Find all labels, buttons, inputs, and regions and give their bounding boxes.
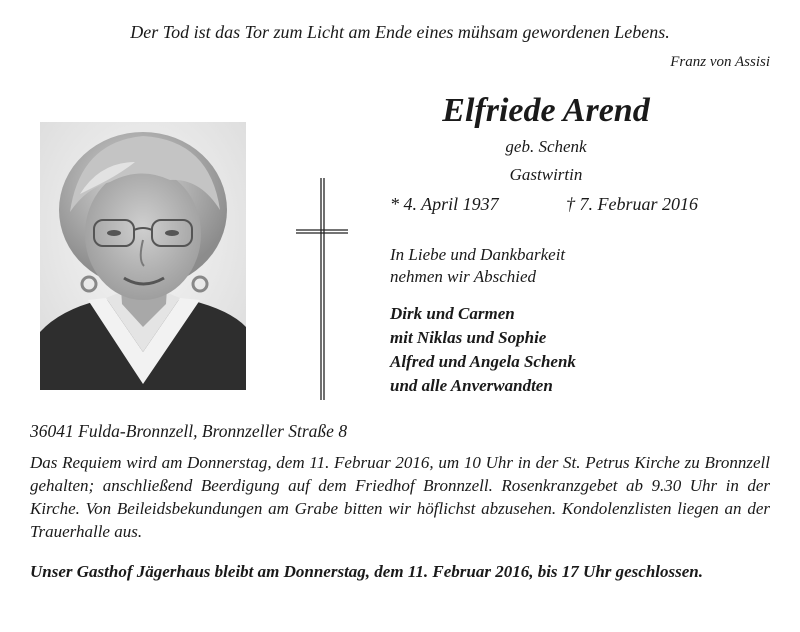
mourner-line: und alle Anverwandten <box>390 376 553 395</box>
address: 36041 Fulda-Bronnzell, Bronnzeller Straße 8 <box>30 421 348 441</box>
farewell-text <box>390 244 565 288</box>
mourners-list <box>390 302 576 398</box>
birth-date: * 4. April 1937 <box>390 194 499 214</box>
portrait-photo <box>40 122 246 390</box>
deceased-name: Elfriede Arend <box>442 92 650 129</box>
closing-notice: Unser Gasthof Jägerhaus bleibt am Donnerstag, dem 11. Februar 2016, bis 17 Uhr geschlossen. <box>30 562 704 581</box>
cross-icon <box>296 178 348 400</box>
maiden-name: geb. Schenk <box>505 137 587 156</box>
death-date: † 7. Februar 2016 <box>566 194 698 214</box>
mourner-line: mit Niklas und Sophie <box>390 328 547 347</box>
occupation: Gastwirtin <box>509 165 583 184</box>
mourner-line: Alfred und Angela Schenk <box>390 352 576 371</box>
farewell-line: In Liebe und Dankbarkeit <box>390 245 566 264</box>
epigraph-quote: Der Tod ist das Tor zum Licht am Ende eines mühsam gewordenen Lebens. <box>130 22 670 42</box>
mourner-line: Dirk und Carmen <box>390 304 515 323</box>
service-details: Das Requiem wird am Donnerstag, dem 11. Februar 2016, um 10 Uhr in der St. Petrus Kirche zu Bronnzell gehalten; anschließend Beerdigung auf dem Friedhof Bronnzell. Rosenkranzgebet ab 9.30 Uhr in der Kirche. Von Beileidsbekundungen am Grabe bitten wir höflichst abzusehen. Kondolenzlisten liegen an der Trauerhalle aus. <box>30 453 770 541</box>
farewell-line: nehmen wir Abschied <box>390 267 537 286</box>
quote-author: Franz von Assisi <box>670 54 770 70</box>
